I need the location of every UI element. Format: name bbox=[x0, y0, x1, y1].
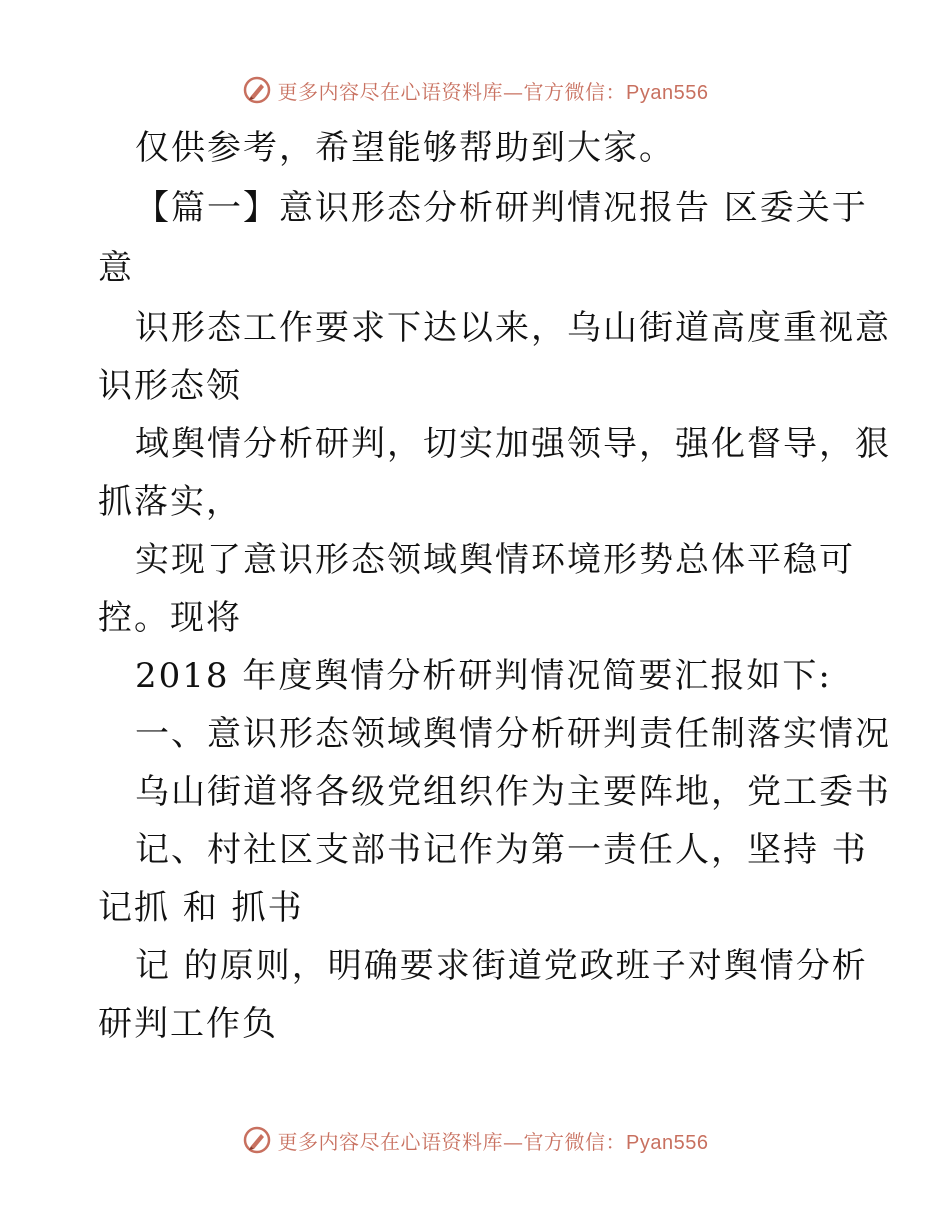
text-line: 域舆情分析研判，切实加强领导，强化督导，狠 bbox=[135, 424, 891, 464]
text-line: 乌山街道将各级党组织作为主要阵地，党工委书 bbox=[135, 772, 891, 812]
text-line: 仅供参考，希望能够帮助到大家。 bbox=[135, 128, 675, 168]
text-line: 实现了意识形态领域舆情环境形势总体平稳可 bbox=[135, 540, 855, 580]
text-line: 记抓 和 抓书 bbox=[98, 888, 304, 928]
text-line: 研判工作负 bbox=[98, 1004, 278, 1044]
pen-logo-icon bbox=[242, 75, 272, 105]
text-line: 控。现将 bbox=[98, 598, 242, 638]
watermark-text: 更多内容尽在心语资料库—官方微信：Pyan556 bbox=[277, 1129, 709, 1154]
text-line: 识形态领 bbox=[98, 366, 242, 406]
text-line: 识形态工作要求下达以来，乌山街道高度重视意 bbox=[135, 308, 891, 348]
watermark-banner-bottom bbox=[0, 1120, 950, 1160]
text-line: 记 的原则，明确要求街道党政班子对舆情分析 bbox=[135, 946, 868, 986]
text-line: 抓落实， bbox=[98, 482, 242, 522]
text-line: 【篇一】意识形态分析研判情况报告 区委关于 bbox=[135, 188, 868, 228]
pen-logo-icon bbox=[242, 1125, 272, 1155]
watermark-text: 更多内容尽在心语资料库—官方微信：Pyan556 bbox=[277, 79, 709, 104]
text-line: 2018 年度舆情分析研判情况简要汇报如下: bbox=[135, 656, 832, 696]
text-line: 意 bbox=[98, 248, 134, 288]
text-line: 记、村社区支部书记作为第一责任人，坚持 书 bbox=[135, 830, 868, 870]
watermark-banner-top bbox=[0, 70, 950, 110]
text-line: 一、意识形态领域舆情分析研判责任制落实情况 bbox=[135, 714, 891, 754]
